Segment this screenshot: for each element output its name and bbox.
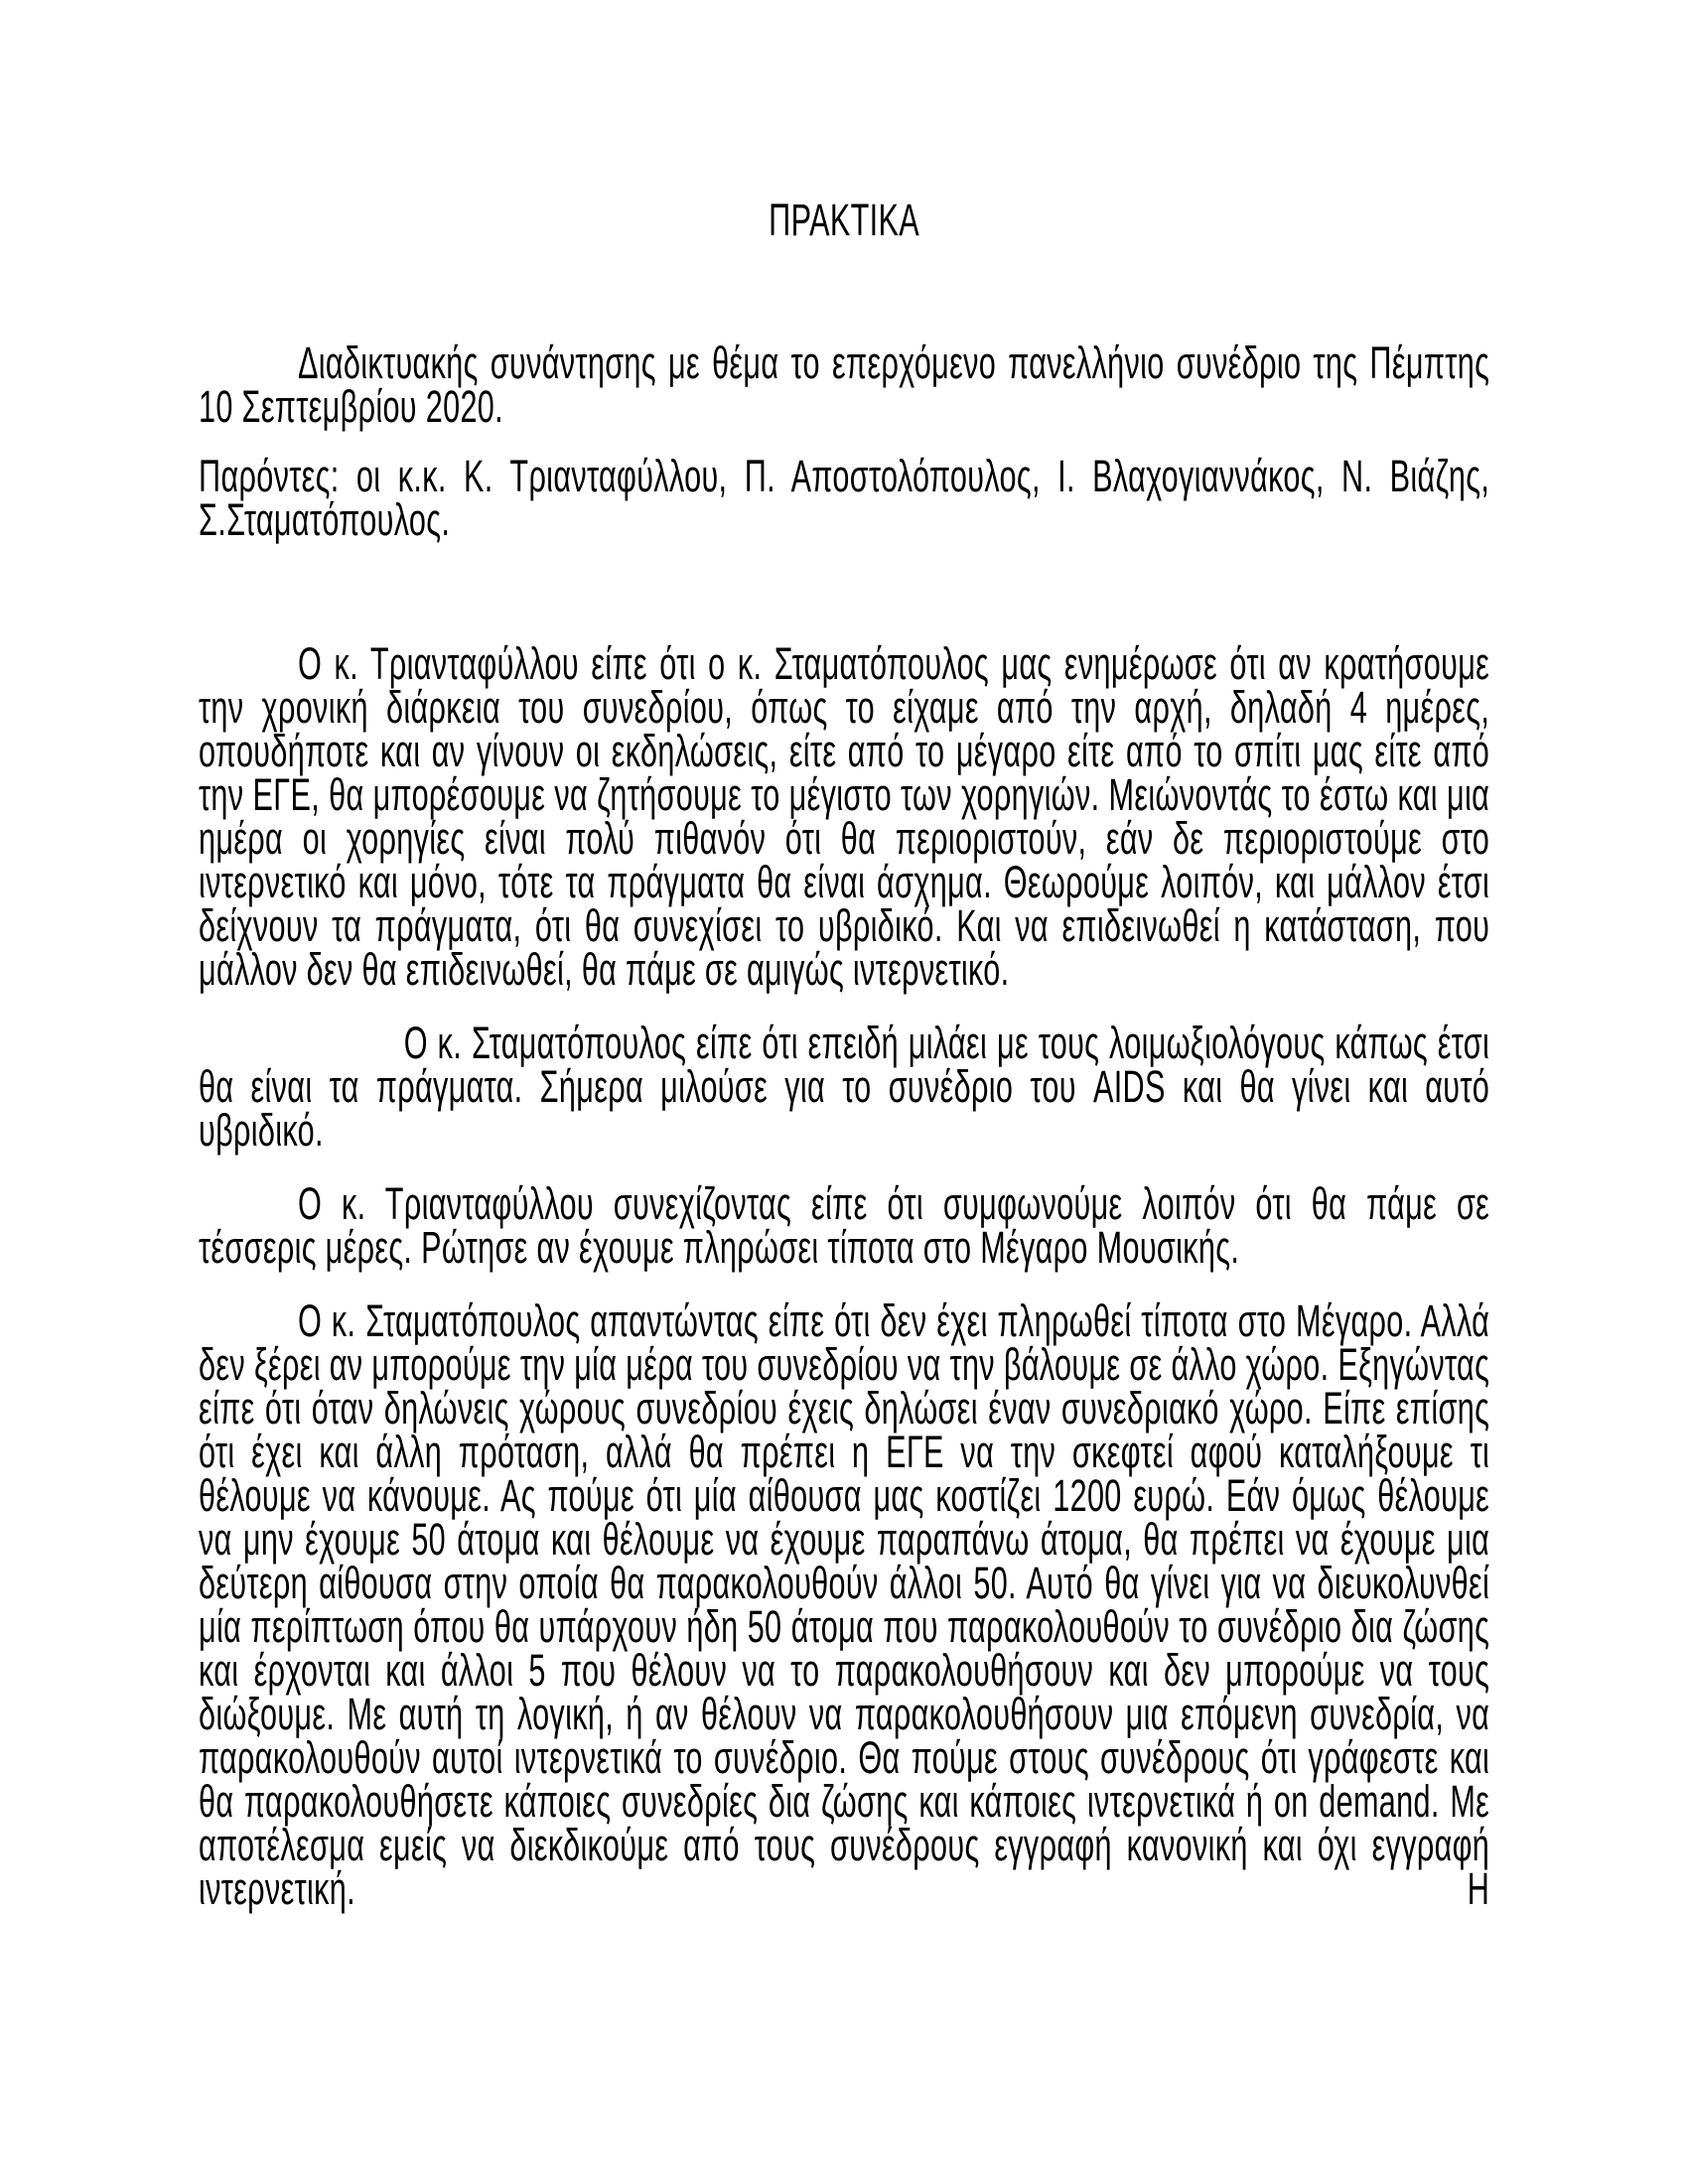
paragraph-triantafyllou-duration: Ο κ. Τριανταφύλλου είπε ότι ο κ. Σταματόπουλος μας ενημέρωσε ότι αν κρατήσουμε την χρονική διάρκεια του συνεδρίου, όπως το είχαμε από την αρχή, δηλαδή 4 ημέρες, οπουδήποτε και αν γίνουν οι εκδηλώσεις, είτε από το μέγαρο είτε από το σπίτι μας είτε από την ΕΓΕ, θα μπορέσουμε να ζητήσουμε το μέγιστο των χορηγιών. Μειώνοντάς το έστω και μια ημέρα οι χορηγίες είναι πολύ πιθανόν ότι θα περιοριστούν, εάν δε περιοριστούμε στο ιντερνετικό και μόνο, τότε τα πράγματα θα είναι άσχημα. Θεωρούμε λοιπόν, και μάλλον έτσι δείχνουν τα πράγματα, ότι θα συνεχίσει το υβριδικό. Και να επιδεινωθεί η κατάσταση, που μάλλον δεν θα επιδεινωθεί, θα πάμε σε αμιγώς ιντερνετικό. — [199, 638, 1490, 995]
document-title: ΠΡΑΚΤΙΚΑ — [769, 195, 919, 245]
document-content — [199, 195, 1490, 1941]
paragraph-stamatopoulos-venues: Ο κ. Σταματόπουλος απαντώντας είπε ότι δεν έχει πληρωθεί τίποτα στο Μέγαρο. Αλλά δεν ξέρει αν μπορούμε την μία μέρα του συνεδρίου να την βάλουμε σε άλλο χώρο. Εξηγώντας είπε ότι όταν δηλώνεις χώρους συνεδρίου έχεις δηλώσει έναν συνεδριακό χώρο. Είπε επίσης ότι έχει και άλλη πρόταση, αλλά θα πρέπει η ΕΓΕ να την σκεφτεί αφού καταλήξουμε τι θέλουμε να κάνουμε. Ας πούμε ότι μία αίθουσα μας κοστίζει 1200 ευρώ. Εάν όμως θέλουμε να μην έχουμε 50 άτομα και θέλουμε να έχουμε παραπάνω άτομα, θα πρέπει να έχουμε μια δεύτερη αίθουσα στην οποία θα παρακολουθούν άλλοι 50. Αυτό θα γίνει για να διευκολυνθεί μία περίπτωση όπου θα υπάρχουν ήδη 50 άτομα που παρακολουθούν το συνέδριο δια ζώσης και έρχονται και άλλοι 5 που θέλουν να το παρακολουθήσουν και δεν μπορούμε να τους διώξουμε. Με αυτή τη λογική, ή αν θέλουν να παρακολουθήσουν μια επόμενη συνεδρία, να παρακολουθούν αυτοί ιντερνετικά το συνέδριο. Θα πούμε στους συνέδρους ότι γράφεστε και θα παρακολουθήσετε κάποιες συνεδρίες δια ζώσης και κάποιες ιντερνετικά ή on demand. Με αποτέλεσμα εμείς να διεκδικούμε από τους συνέδρους εγγραφή κανονική και όχι εγγραφή ιντερνετική. Η — [199, 1296, 1490, 1914]
paragraph-meeting-subject: Διαδικτυακής συνάντησης με θέμα το επερχόμενο πανελλήνιο συνέδριο της Πέμπτης 10 Σεπτεμβρίου 2020. — [199, 338, 1490, 432]
paragraph-attendees: Παρόντες: οι κ.κ. Κ. Τριανταφύλλου, Π. Αποστολόπουλος, Ι. Βλαχογιαννάκος, Ν. Βιάζης, Σ.Σταματόπουλος. — [199, 451, 1490, 545]
paragraph-triantafyllou-four-days: Ο κ. Τριανταφύλλου συνεχίζοντας είπε ότι συμφωνούμε λοιπόν ότι θα πάμε σε τέσσερις μέρες. Ρώτησε αν έχουμε πληρώσει τίποτα στο Μέγαρο Μουσικής. — [199, 1178, 1490, 1273]
paragraph-stamatopoulos-infectiologists: Ο κ. Σταματόπουλος είπε ότι επειδή μιλάει με τους λοιμωξιολόγους κάπως έτσι θα είναι τα πράγματα. Σήμερα μιλούσε για το συνέδριο του AIDS και θα γίνει και αυτό υβριδικό. — [199, 1018, 1490, 1156]
